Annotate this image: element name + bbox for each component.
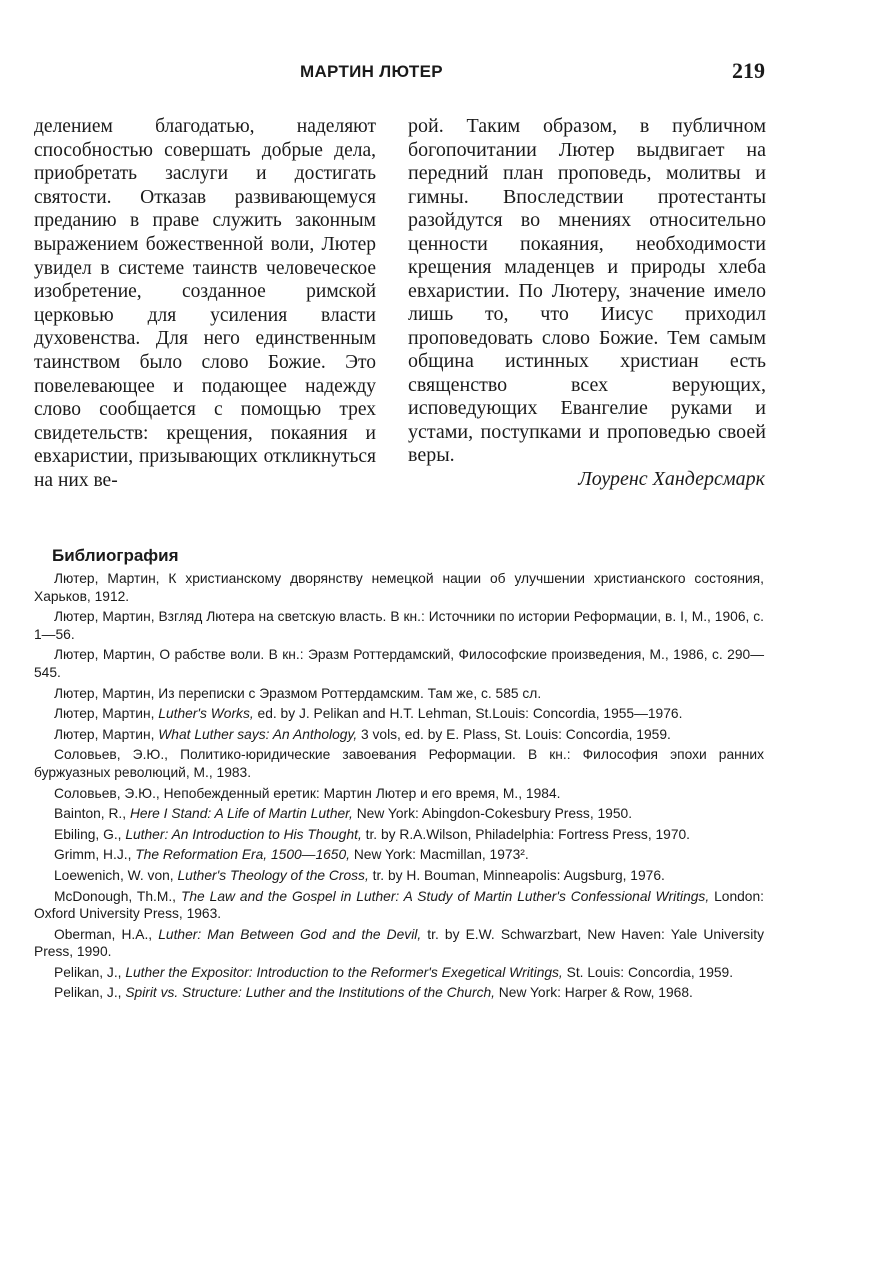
bibliography-entry [34, 805, 764, 823]
entry-before: McDonough, Th.M., [54, 888, 181, 904]
entry-work: What Luther says: An Anthology, [158, 726, 358, 742]
entry-after: New York: Harper & Row, 1968. [494, 985, 693, 1001]
bibliography-entry [34, 726, 764, 744]
entry-work: Luther's Works, [158, 706, 254, 722]
bibliography-title: Библиография [52, 546, 179, 565]
entry-before: Ebiling, G., [54, 826, 126, 842]
entry-before: Loewenich, W. von, [54, 867, 178, 883]
entry-before: Лютер, Мартин, О рабстве воли. В кн.: Эразм Роттердамский, Философские произведения, М., 1986, с. 290—545. [34, 647, 764, 680]
entry-after: London: Oxford University Press, 1963. [34, 888, 764, 922]
entry-before: Соловьев, Э.Ю., Политико-юридические завоевания Реформации. В кн.: Философия эпохи ранних буржуазных революций, М., 1983. [34, 747, 764, 780]
running-title: МАРТИН ЛЮТЕР [300, 62, 443, 81]
entry-after: New York: Abingdon-Cokesbury Press, 1950. [352, 806, 633, 822]
article-author: Лоуренс Хандерсмарк [578, 468, 765, 490]
bibliography-entry [34, 646, 764, 681]
bibliography-entry [34, 705, 764, 723]
entry-after: ed. by J. Pelikan and H.T. Lehman, St.Louis: Concordia, 1955—1976. [253, 706, 683, 722]
paragraph-left: делением благодатью, наделяют способностью совершать добрые дела, приобретать заслуги и достигать святости. Отказав развивающемуся преданию в праве служить законным выражением божественной воли, Лютер увидел в системе таинств человеческое изобретение, созданное римской церковью для усиления власти духовенства. Для него единственным таинством было слово Божие. Это повелевающее и подающее надежду слово сообщается с помощью трех свидетельств: крещения, покаяния и евхаристии, призывающих откликнуться на них ве- [34, 116, 376, 491]
entry-work: Luther the Expositor: Introduction to the Reformer's Exegetical Writings, [125, 964, 563, 980]
entry-before: Лютер, Мартин, [54, 706, 159, 722]
bibliography-entry [34, 984, 764, 1002]
entry-before: Соловьев, Э.Ю., Непобежденный еретик: Мартин Лютер и его время, М., 1984. [54, 785, 561, 801]
text-column-right [408, 115, 766, 468]
bibliography-list [34, 570, 764, 1002]
bibliography-entry [34, 964, 764, 982]
bibliography-entry [34, 685, 764, 703]
bibliography-entry [34, 826, 764, 844]
bibliography-entry [34, 608, 764, 643]
entry-before: Grimm, H.J., [54, 847, 136, 863]
entry-after: tr. by H. Bouman, Minneapolis: Augsburg, 1976. [368, 867, 665, 883]
bibliography-entry [34, 746, 764, 781]
entry-after: tr. by E.W. Schwarzbart, New Haven: Yale University Press, 1990. [34, 926, 764, 960]
entry-work: Luther: An Introduction to His Thought, [125, 826, 362, 842]
entry-work: The Law and the Gospel in Luther: A Study of Martin Luther's Confessional Writings, [180, 888, 710, 904]
entry-before: Лютер, Мартин, [54, 726, 159, 742]
bibliography-entry [34, 785, 764, 803]
entry-after: tr. by R.A.Wilson, Philadelphia: Fortress Press, 1970. [361, 826, 691, 842]
entry-after: 3 vols, ed. by E. Plass, St. Louis: Concordia, 1959. [357, 726, 671, 742]
entry-work: Luther's Theology of the Cross, [177, 867, 369, 883]
entry-before: Лютер, Мартин, Взгляд Лютера на светскую власть. В кн.: Источники по истории Реформации, в. I, М., 1906, с. 1—56. [34, 609, 764, 642]
entry-before: Лютер, Мартин, К христианскому дворянству немецкой нации об улучшении христианского состояния, Харьков, 1912. [34, 571, 764, 604]
bibliography-entry [34, 926, 764, 961]
entry-before: Bainton, R., [54, 806, 130, 822]
bibliography-entry [34, 846, 764, 864]
entry-before: Pelikan, J., [54, 964, 126, 980]
entry-work: The Reformation Era, 1500—1650, [135, 847, 350, 863]
bibliography-entry [34, 867, 764, 885]
entry-before: Oberman, H.A., [54, 926, 159, 942]
text-column-left [34, 115, 376, 493]
page-number: 219 [732, 58, 765, 83]
paragraph-right: рой. Таким образом, в публичном богопочитании Лютер выдвигает на передний план проповедь, молитвы и гимны. Впоследствии протестанты разойдутся во мнениях относительно ценности покаяния, необходимости крещения младенцев и природы хлеба евхаристии. По Лютеру, значение имело лишь то, что Иисус приходил проповедовать слово Божие. Тем самым община истинных христиан есть священство всех верующих, исповедующих Евангелие руками и устами, поступками и проповедью своей веры. [408, 115, 766, 466]
bibliography-entry [34, 888, 764, 923]
bibliography-section [34, 546, 764, 1005]
entry-after: St. Louis: Concordia, 1959. [562, 964, 734, 980]
bibliography-entry [34, 570, 764, 605]
entry-before: Лютер, Мартин, Из переписки с Эразмом Роттердамским. Там же, с. 585 сл. [54, 685, 542, 701]
entry-work: Spirit vs. Structure: Luther and the Institutions of the Church, [125, 985, 495, 1001]
entry-work: Luther: Man Between God and the Devil, [158, 926, 422, 942]
entry-work: Here I Stand: A Life of Martin Luther, [129, 806, 353, 822]
entry-before: Pelikan, J., [54, 985, 126, 1001]
entry-after: New York: Macmillan, 1973². [350, 847, 529, 863]
